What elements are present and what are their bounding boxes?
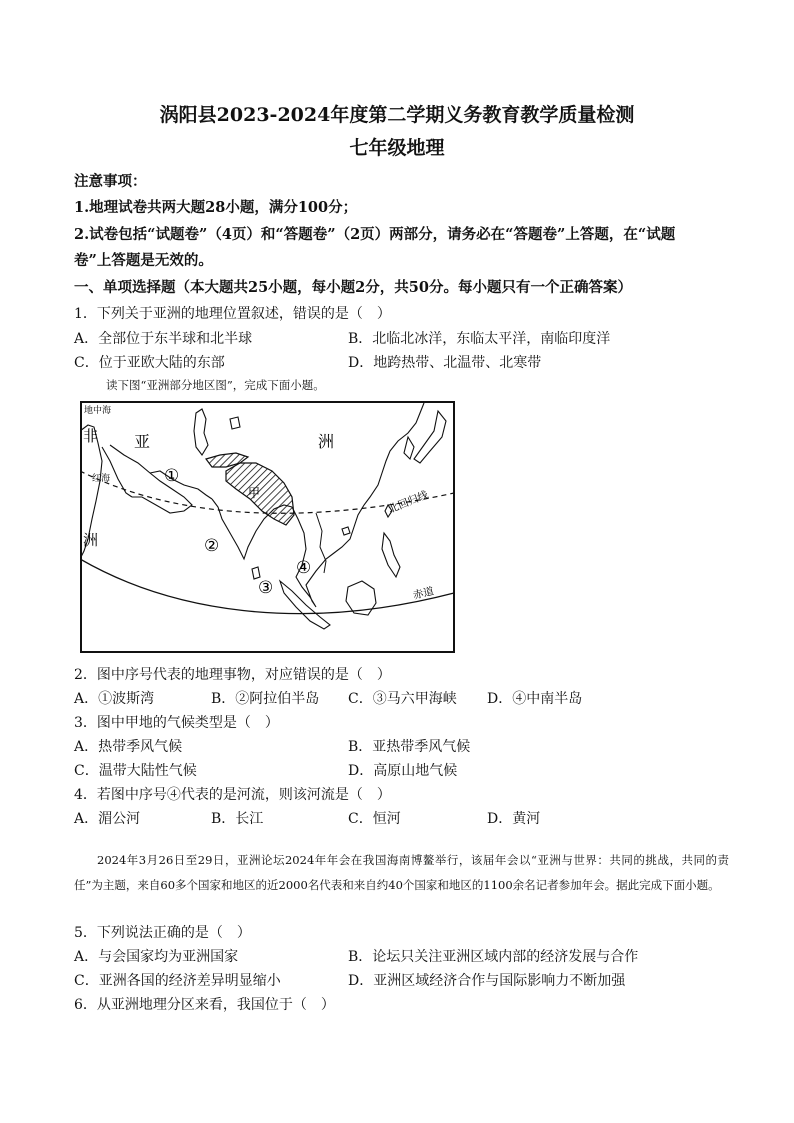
label-mediterranean: 地中海 [84,406,112,416]
question-2-stem: 2．图中序号代表的地理事物，对应错误的是（ ） [74,667,391,683]
marker-4: ④ [296,558,312,578]
question-4-option-b: B．长江 [211,811,264,827]
question-1-option-a: A．全部位于东半球和北半球 [74,331,253,347]
label-equator: 赤道 [411,585,436,602]
notice-item-2-line2: 卷”上答题是无效的。 [74,252,213,269]
marker-2: ② [204,536,220,556]
question-2-option-b: B．②阿拉伯半岛 [211,691,320,707]
section-heading: 一、单项选择题（本大题共25小题，每小题2分，共50分。每小题只有一个正确答案） [74,279,632,296]
question-3-stem: 3．图中甲地的气候类型是（ ） [74,715,279,731]
question-5-stem: 5．下列说法正确的是（ ） [74,925,251,941]
question-3-option-b: B．亚热带季风气候 [348,739,471,755]
exam-title: 涡阳县2023-2024年度第二学期义务教育教学质量检测 [159,104,635,126]
label-tropic-of-cancer: 北回归线 [386,488,431,516]
label-africa-1: 非 [83,427,99,445]
label-red-sea: 红海 [92,474,111,484]
label-africa-2: 洲 [83,531,99,549]
question-4-option-c: C．恒河 [348,811,401,827]
marker-1: ① [164,466,180,486]
question-4-option-d: D．黄河 [487,811,541,827]
question-1-option-b: B．北临北冰洋，东临太平洋，南临印度洋 [348,331,611,347]
question-2-option-a: A．①波斯湾 [74,691,155,707]
question-1-option-d: D．地跨热带、北温带、北寒带 [348,355,542,371]
label-asia-2: 洲 [318,432,335,451]
question-3-option-a: A．热带季风气候 [74,739,183,755]
question-5-option-d: D．亚洲区域经济合作与国际影响力不断加强 [348,973,626,989]
label-jia: 甲 [248,486,261,500]
question-5-option-c: C．亚洲各国的经济差异明显缩小 [74,973,281,989]
exam-subtitle: 七年级地理 [349,137,445,159]
question-1-stem: 1．下列关于亚洲的地理位置叙述，错误的是（ ） [74,306,391,322]
question-2-option-c: C．③马六甲海峡 [348,691,457,707]
question-5-option-a: A．与会国家均为亚洲国家 [74,949,239,965]
reading-passage: 2024年3月26日至29日，亚洲论坛2024年年会在我国海南博鳌举行，该届年会以“亚洲与世界：共同的挑战，共同的责任”为主题，来自60多个国家和地区的近2000名代表和来自约40个国家和地区的1100余名记者参加年会。据此完成下面小题。 [74,853,729,892]
question-4-stem: 4．若图中序号④代表的是河流，则该河流是（ ） [74,787,391,803]
question-3-option-c: C．温带大陆性气候 [74,763,197,779]
map-intro: 读下图“亚洲部分地区图”，完成下面小题。 [106,378,325,392]
marker-3: ③ [258,578,274,598]
question-3-option-d: D．高原山地气候 [348,763,458,779]
question-1-option-c: C．位于亚欧大陆的东部 [74,355,225,371]
notice-item-2-line1: 2.试卷包括“试题卷”（4页）和“答题卷”（2页）两部分，请务必在“答题卷”上答题，在“试题 [74,226,676,243]
label-asia-1: 亚 [134,432,151,451]
notice-heading: 注意事项： [74,173,147,190]
notice-item-1: 1.地理试卷共两大题28小题，满分100分； [74,199,358,216]
asia-map [80,401,455,653]
question-6-stem: 6．从亚洲地理分区来看，我国位于（ ） [74,997,335,1013]
question-2-option-d: D．④中南半岛 [487,691,583,707]
question-5-option-b: B．论坛只关注亚洲区域内部的经济发展与合作 [348,949,639,965]
question-4-option-a: A．湄公河 [74,811,141,827]
